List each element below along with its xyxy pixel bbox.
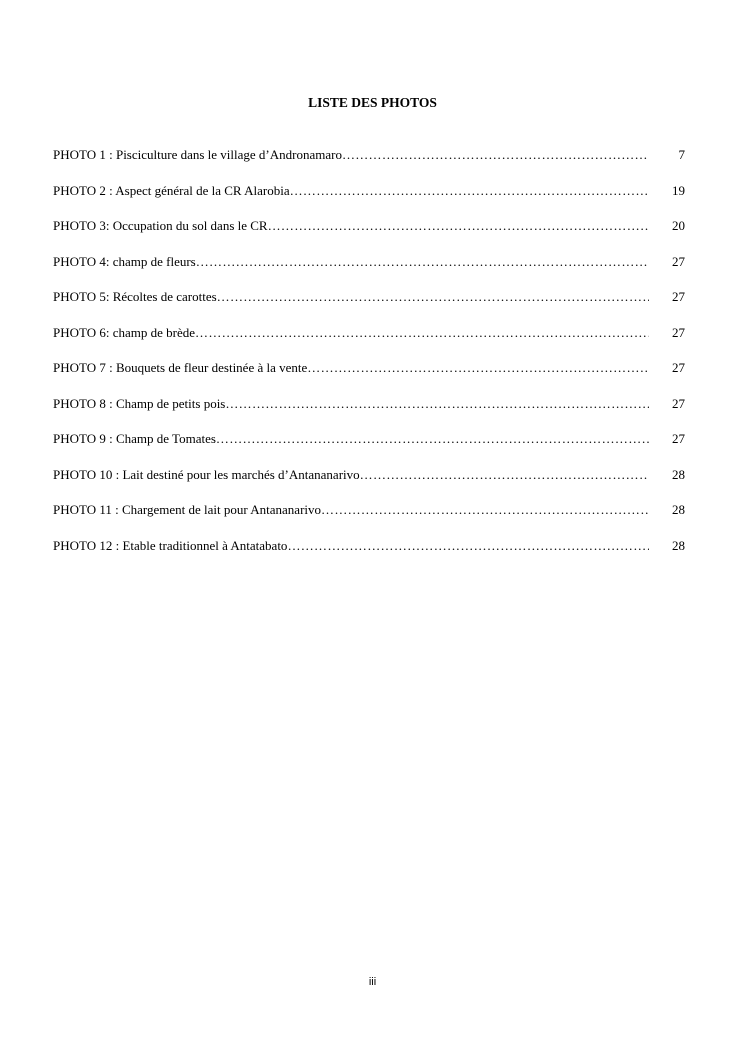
- entry-label-container: [53, 147, 649, 163]
- dot-leader: [268, 218, 649, 234]
- entry-page-number: 27: [672, 360, 685, 375]
- entry-page-number: 7: [678, 147, 685, 162]
- dot-leader: [360, 467, 649, 483]
- entry-label-container: [53, 325, 649, 341]
- entry-page-number: 27: [672, 289, 685, 304]
- dot-leader: [321, 502, 649, 518]
- list-item: [53, 467, 685, 503]
- entry-page-number: 27: [672, 431, 685, 446]
- entry-label: PHOTO 5: Récoltes de carottes: [53, 289, 217, 304]
- list-item: [53, 396, 685, 432]
- dot-leader: [307, 360, 649, 376]
- entry-label: PHOTO 3: Occupation du sol dans le CR: [53, 218, 268, 233]
- entry-label-container: [53, 467, 649, 483]
- entry-label: PHOTO 11 : Chargement de lait pour Antananarivo: [53, 502, 322, 517]
- photo-list: [53, 147, 685, 573]
- entry-page-number: 27: [672, 253, 685, 269]
- entry-page-number: 28: [672, 537, 685, 553]
- dot-leader: [195, 325, 649, 341]
- entry-page-number: 28: [672, 502, 685, 517]
- dot-leader: [216, 431, 649, 447]
- entry-page-number: 28: [672, 466, 685, 482]
- entry-page-number: 19: [672, 182, 685, 198]
- entry-label: PHOTO 2 : Aspect général de la CR Alarobia: [53, 182, 290, 198]
- list-item: [53, 218, 685, 254]
- entry-label: PHOTO 8 : Champ de petits pois: [53, 395, 226, 411]
- dot-leader: [225, 396, 649, 412]
- entry-label: PHOTO 7 : Bouquets de fleur destinée à la vente: [53, 360, 308, 375]
- list-item: [53, 502, 685, 538]
- entry-page-number: 20: [672, 218, 685, 233]
- entry-label-container: [53, 183, 649, 199]
- list-item: [53, 183, 685, 219]
- entry-page-number: 27: [672, 324, 685, 340]
- entry-page-number: 27: [672, 395, 685, 411]
- entry-label-container: [53, 538, 649, 554]
- entry-label: PHOTO 1 : Pisciculture dans le village d’Andronamaro: [53, 147, 342, 162]
- entry-label: PHOTO 12 : Etable traditionnel à Antatabato: [53, 537, 288, 553]
- entry-label-container: [53, 218, 649, 234]
- entry-label-container: [53, 396, 649, 412]
- dot-leader: [290, 183, 649, 199]
- entry-label-container: [53, 289, 649, 305]
- dot-leader: [217, 289, 649, 305]
- dot-leader: [287, 538, 649, 554]
- entry-label: PHOTO 9 : Champ de Tomates: [53, 431, 216, 446]
- list-item: [53, 289, 685, 325]
- list-item: [53, 360, 685, 396]
- list-item: [53, 431, 685, 467]
- dot-leader: [342, 147, 649, 163]
- entry-label-container: [53, 254, 649, 270]
- list-item: [53, 538, 685, 574]
- dot-leader: [196, 254, 649, 270]
- list-item: [53, 147, 685, 183]
- entry-label-container: [53, 502, 649, 518]
- entry-label: PHOTO 4: champ de fleurs: [53, 253, 196, 269]
- page-title: LISTE DES PHOTOS: [308, 95, 437, 110]
- list-item: [53, 325, 685, 361]
- entry-label: PHOTO 10 : Lait destiné pour les marchés d’Antananarivo: [53, 466, 360, 482]
- entry-label: PHOTO 6: champ de brède: [53, 324, 196, 340]
- list-item: [53, 254, 685, 290]
- entry-label-container: [53, 360, 649, 376]
- page-footer-number: iii: [368, 976, 377, 988]
- entry-label-container: [53, 431, 649, 447]
